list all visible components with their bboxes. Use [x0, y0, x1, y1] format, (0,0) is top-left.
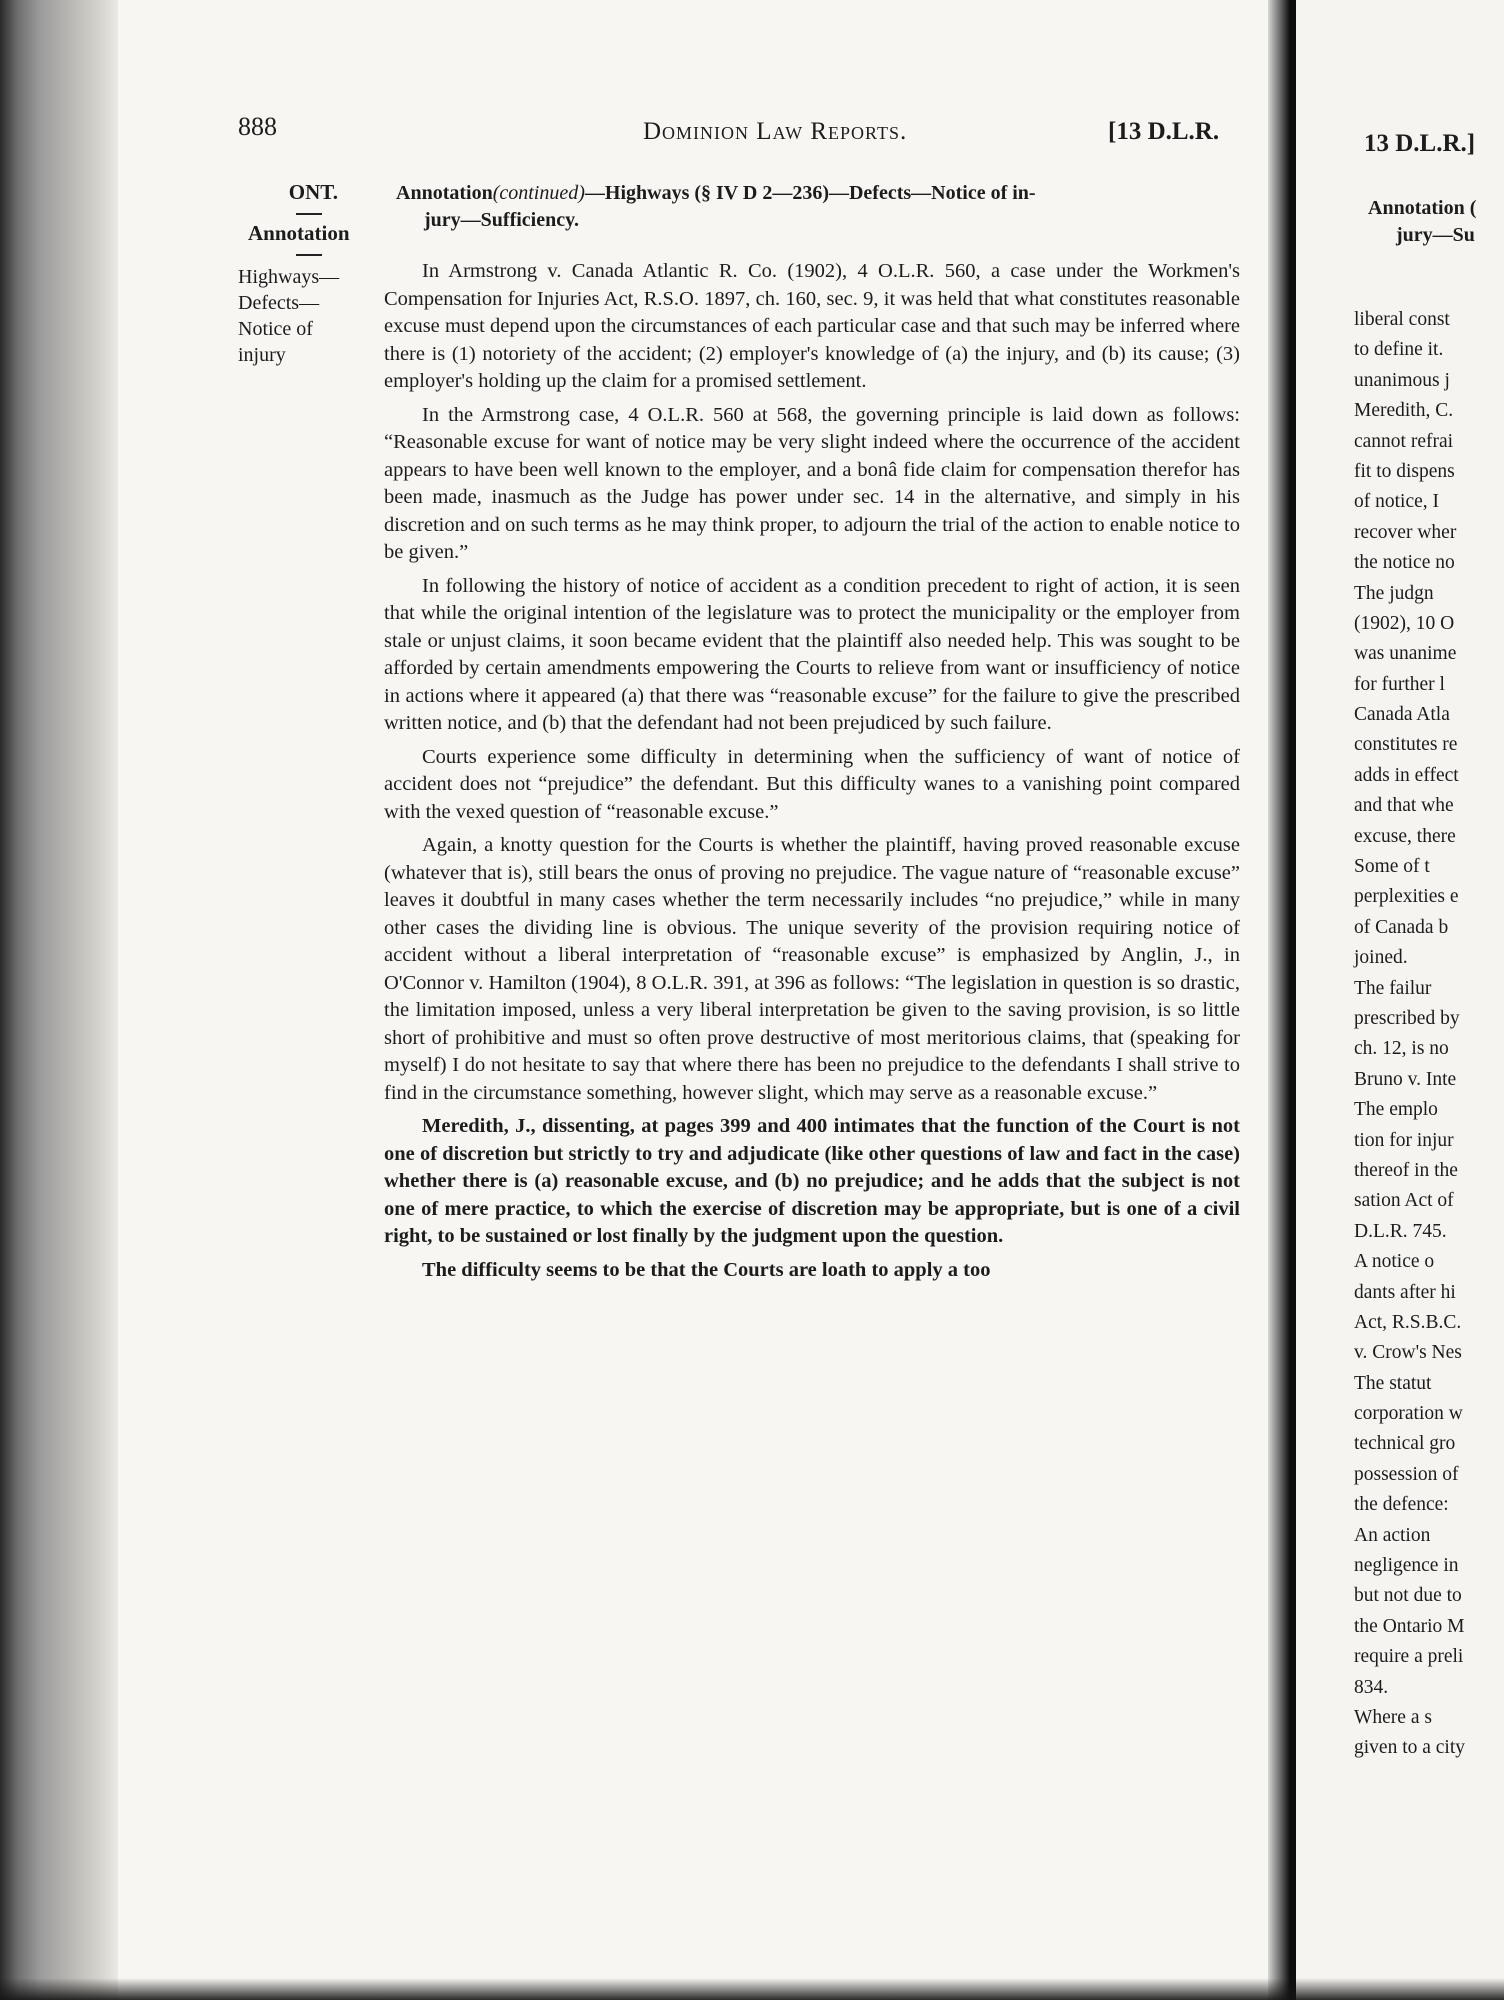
right-header-line: Annotation (: [1368, 197, 1477, 219]
paragraph: Courts experience some difficulty in determining when the sufficiency of want of notice of accident does not “prejudice” the defendant. But this difficulty wanes to a vanishing point compared with the vexed question of “reasonable excuse.”: [384, 745, 1240, 823]
margin-topic-line: Notice of: [238, 318, 313, 340]
right-text-line: (1902), 10 O: [1354, 612, 1455, 634]
paragraph: Meredith, J., dissenting, at pages 399 and 400 intimates that the function of the Court is not one of discretion but strictly to try and adjudicate (like other questions of law and fact in the case) whether there is (a) reasonable excuse, and (b) no prejudice; and he adds that the subject is not one of mere practice, to which the exercise of discretion may be appropriate, but is one of a civil right, to be sustained or lost finally by the judgment upon the question.: [384, 1115, 1240, 1247]
margin-province: ONT.: [288, 180, 338, 204]
right-text-line: Act, R.S.B.C.: [1354, 1311, 1462, 1333]
journal-title: Dominion Law Reports.: [643, 118, 908, 145]
right-text-line: but not due to: [1354, 1585, 1462, 1607]
paragraph: The difficulty seems to be that the Courts are loath to apply a too: [422, 1258, 991, 1281]
paragraph: In following the history of notice of accident as a condition precedent to right of action, it is seen that while the original intention of the legislature was to protect the municipality or the employer from stale or unjust claims, it soon became evident that the plaintiff also needed help. This was sought to be afforded by certain amendments empowering the Courts to relieve from want or insufficiency of notice in actions where it appeared (a) that there was “reasonable excuse” for the failure to give the prescribed written notice, and (b) that the defendant had not been prejudiced by such failure.: [384, 574, 1240, 734]
right-page-header: [1368, 195, 1476, 249]
right-text-line: negligence in: [1354, 1555, 1459, 1577]
margin-topic-line: Defects—: [238, 292, 320, 314]
right-text-line: Meredith, C.: [1354, 400, 1454, 422]
right-text-line: The statut: [1354, 1372, 1432, 1394]
right-text-line: constitutes re: [1354, 734, 1458, 756]
right-text-line: require a preli: [1354, 1646, 1464, 1668]
right-text-line: An action: [1354, 1524, 1431, 1546]
margin-topic: [238, 264, 378, 368]
right-text-line: dants after hi: [1354, 1281, 1456, 1303]
volume-reference: [13 D.L.R.: [1108, 118, 1220, 145]
page-number: 888: [238, 112, 277, 141]
right-text-line: technical gro: [1354, 1433, 1456, 1455]
right-text-line: for further l: [1354, 673, 1445, 695]
paragraph: In Armstrong v. Canada Atlantic R. Co. (1902), 4 O.L.R. 560, a case under the Workmen's Compensation for Injuries Act, R.S.O. 1897, ch. 160, sec. 9, it was held that what constitutes reasonable excuse must depend upon the circumstances of each particular case and that such may be inferred where there is (1) notoriety of the accident; (2) employer's knowledge of (a) the injury, and (b) its cause; (3) employer's holding up the claim for a promised settlement.: [384, 260, 1240, 392]
right-text-line: the defence:: [1354, 1494, 1449, 1516]
right-text-line: recover wher: [1354, 521, 1457, 543]
right-text-line: was unanime: [1354, 643, 1457, 665]
right-text-line: The emplo: [1354, 1099, 1438, 1121]
right-text-line: D.L.R. 745.: [1354, 1220, 1447, 1242]
right-page-reference: 13 D.L.R.]: [1364, 130, 1476, 157]
annotation-lead: Annotation: [396, 182, 493, 204]
right-text-line: Bruno v. Inte: [1354, 1068, 1457, 1090]
paragraph: Again, a knotty question for the Courts is whether the plaintiff, having proved reasonable excuse (whatever that is), still bears the onus of proving no prejudice. The vague nature of “reasonable excuse” leaves it doubtful in many cases whether the term necessarily includes “no prejudice,” while in many other cases the dividing line is obvious. The unique severity of the provision requiring notice of accident without a liberal interpretation of “reasonable excuse” is emphasized by Anglin, J., in O'Connor v. Hamilton (1904), 8 O.L.R. 391, at 396 as follows: “The legislation in question is so drastic, the limitation imposed, unless a very liberal interpretation be given to the saving provision, is so little short of prohibitive and must so often prove destructive of most meritorious claims, that (speaking for myself) I do not hesitate to say that where there has been no prejudice to the defendants I shall strive to find in the circumstance something, however slight, which may serve as a reasonable excuse.”: [384, 834, 1240, 1104]
right-page-text: [1354, 305, 1465, 1764]
right-text-line: Where a s: [1354, 1706, 1432, 1728]
right-text-line: A notice o: [1354, 1251, 1435, 1273]
scan-bottom-edge: [0, 1978, 1504, 2000]
right-text-line: liberal const: [1354, 309, 1450, 330]
right-page-fragment: [1296, 0, 1504, 2000]
right-text-line: fit to dispens: [1354, 460, 1455, 482]
right-text-line: possession of: [1354, 1463, 1459, 1485]
right-text-line: excuse, there: [1354, 825, 1456, 847]
margin-topic-line: injury: [238, 344, 286, 366]
running-head: [238, 112, 1238, 152]
right-text-line: ch. 12, is no: [1354, 1038, 1449, 1060]
right-text-line: 834.: [1354, 1676, 1389, 1698]
right-text-line: to define it.: [1354, 339, 1444, 361]
continued-label: (continued): [492, 182, 585, 204]
right-text-line: The failur: [1354, 977, 1432, 999]
right-text-line: v. Crow's Nes: [1354, 1342, 1462, 1364]
right-header-line: jury—Su: [1396, 224, 1475, 246]
right-text-line: Canada Atla: [1354, 704, 1450, 726]
paragraph: In the Armstrong case, 4 O.L.R. 560 at 568, the governing principle is laid down as follows: “Reasonable excuse for want of notice may be very slight indeed where the occurrence of the accident appears to have been well known to the employer, and a bonâ fide claim for compensation therefor has been made, inasmuch as the Judge has power under sec. 14 in the alternative, and simply in his discretion and on such terms as he may think proper, to adjourn the trial of the action to enable notice to be given.”: [384, 403, 1240, 563]
margin-topic-line: Highways—: [238, 266, 340, 288]
margin-rule: [296, 254, 322, 256]
right-text-line: cannot refrai: [1354, 430, 1454, 452]
book-edge-shadow: [0, 0, 118, 2000]
annotation-body: [384, 258, 1240, 1290]
right-text-line: the notice no: [1354, 552, 1455, 574]
margin-annotation-label: Annotation: [248, 221, 350, 245]
right-text-line: unanimous j: [1354, 369, 1450, 391]
right-text-line: and that whe: [1354, 795, 1454, 817]
right-text-line: joined.: [1354, 947, 1408, 969]
margin-rule: [296, 213, 322, 215]
right-text-line: the Ontario M: [1354, 1615, 1465, 1637]
right-text-line: of notice, I: [1354, 491, 1440, 513]
annotation-topic-continued: jury—Sufficiency.: [424, 209, 579, 231]
book-gutter: [1268, 0, 1296, 2000]
annotation-topic: —Highways (§ IV D 2—236)—Defects—Notice of in-: [584, 182, 1036, 204]
margin-notes: [238, 180, 378, 368]
right-text-line: thereof in the: [1354, 1159, 1458, 1181]
right-text-line: sation Act of: [1354, 1190, 1454, 1212]
right-text-line: corporation w: [1354, 1403, 1463, 1425]
right-text-line: Some of t: [1354, 856, 1430, 878]
right-text-line: given to a city: [1354, 1737, 1466, 1759]
right-text-line: prescribed by: [1354, 1007, 1460, 1029]
right-text-line: of Canada b: [1354, 916, 1449, 938]
annotation-header: [396, 180, 1236, 234]
right-text-line: tion for injur: [1354, 1129, 1454, 1151]
right-text-line: perplexities e: [1354, 886, 1459, 908]
right-text-line: The judgn: [1354, 582, 1434, 604]
right-text-line: adds in effect: [1354, 764, 1459, 786]
